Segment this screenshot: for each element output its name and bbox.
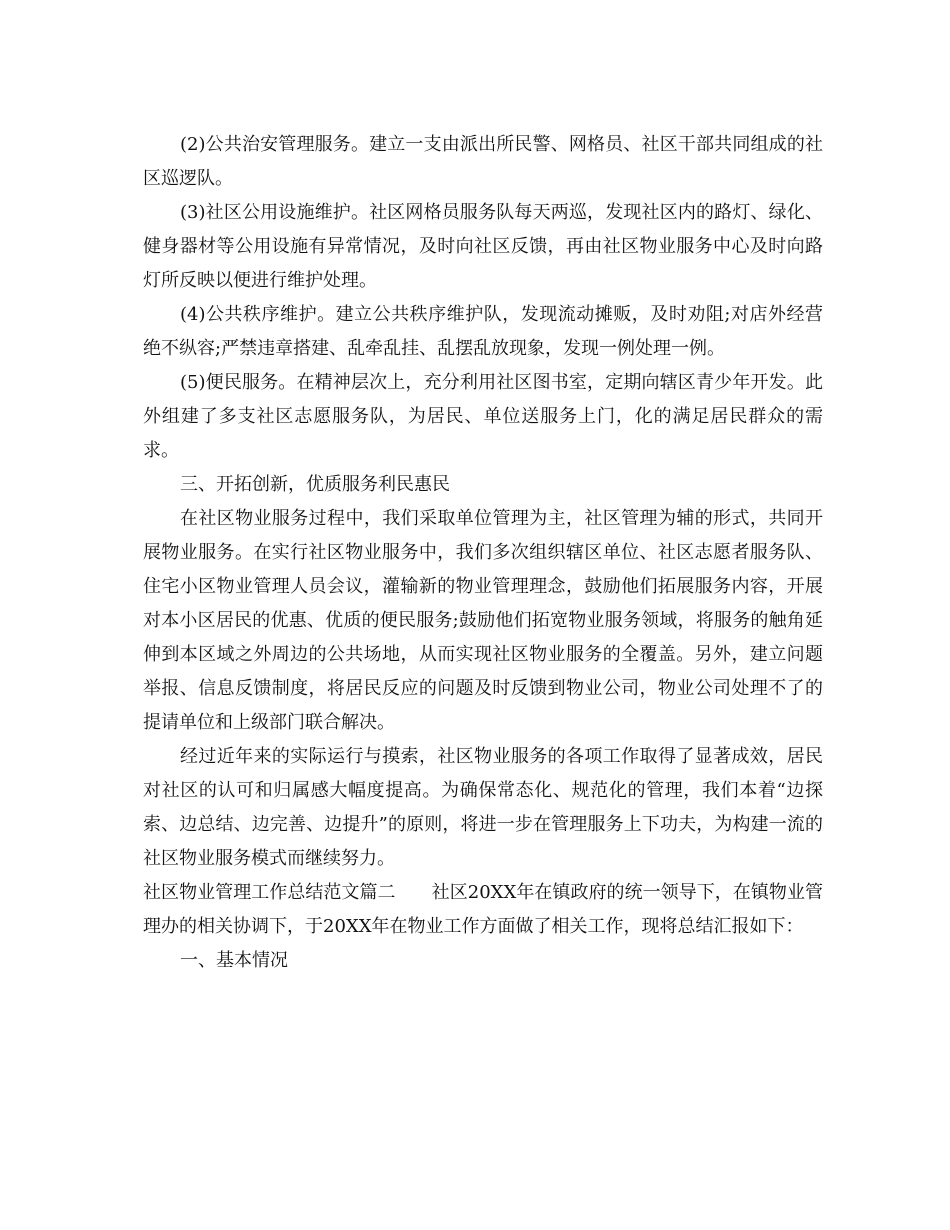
section-heading-three: 三、开拓创新，优质服务利民惠民 [180, 474, 450, 495]
paragraph-results-summary: 经过近年来的实际运行与摸索，社区物业服务的各项工作取得了显著成效，居民对社区的认可和归属感大幅度提高。为确保常态化、规范化的管理，我们本着“边探索、边总结、边完善、边提升”的原则，将进一步在管理服务上下功夫，为构建一流的社区物业服务模式而继续努力。 [143, 746, 823, 869]
article-two-intro-text: 社区20XX年在镇政府的统一领导下，在镇物业管理办的相关协调下，于20XX年在物业工作方面做了相关工作，现将总结汇报如下： [143, 882, 824, 937]
paragraph-facility-maintenance: (3)社区公用设施维护。社区网格员服务队每天两巡，发现社区内的路灯、绿化、健身器材等公用设施有异常情况，及时向社区反馈，再由社区物业服务中心及时向路灯所反映以便进行维护处理。 [143, 202, 823, 291]
paragraph-public-security: (2)公共治安管理服务。建立一支由派出所民警、网格员、社区干部共同组成的社区巡逻队。 [143, 134, 823, 189]
paragraph-convenience-service: (5)便民服务。在精神层次上，充分利用社区图书室，定期向辖区青少年开发。此外组建了多支社区志愿服务队，为居民、单位送服务上门，化的满足居民群众的需求。 [143, 372, 823, 461]
document-page [143, 128, 823, 978]
paragraph-order-maintenance: (4)公共秩序维护。建立公共秩序维护队，发现流动摊贩，及时劝阻;对店外经营绝不纵容;严禁违章搭建、乱牵乱挂、乱摆乱放现象，发现一例处理一例。 [143, 304, 823, 359]
section-heading-one: 一、基本情况 [180, 950, 288, 971]
paragraph-property-service-process: 在社区物业服务过程中，我们采取单位管理为主，社区管理为辅的形式，共同开展物业服务。在实行社区物业服务中，我们多次组织辖区单位、社区志愿者服务队、住宅小区物业管理人员会议，灌输新的物业管理理念，鼓励他们拓展服务内容，开展对本小区居民的优惠、优质的便民服务;鼓励他们拓宽物业服务领域，将服务的触角延伸到本区域之外周边的公共场地，从而实现社区物业服务的全覆盖。另外，建立问题举报、信息反馈制度，将居民反应的问题及时反馈到物业公司，物业公司处理不了的提请单位和上级部门联合解决。 [143, 508, 823, 733]
article-two-title: 社区物业管理工作总结范文篇二 [143, 882, 396, 903]
paragraph-article-two-intro [143, 876, 823, 944]
